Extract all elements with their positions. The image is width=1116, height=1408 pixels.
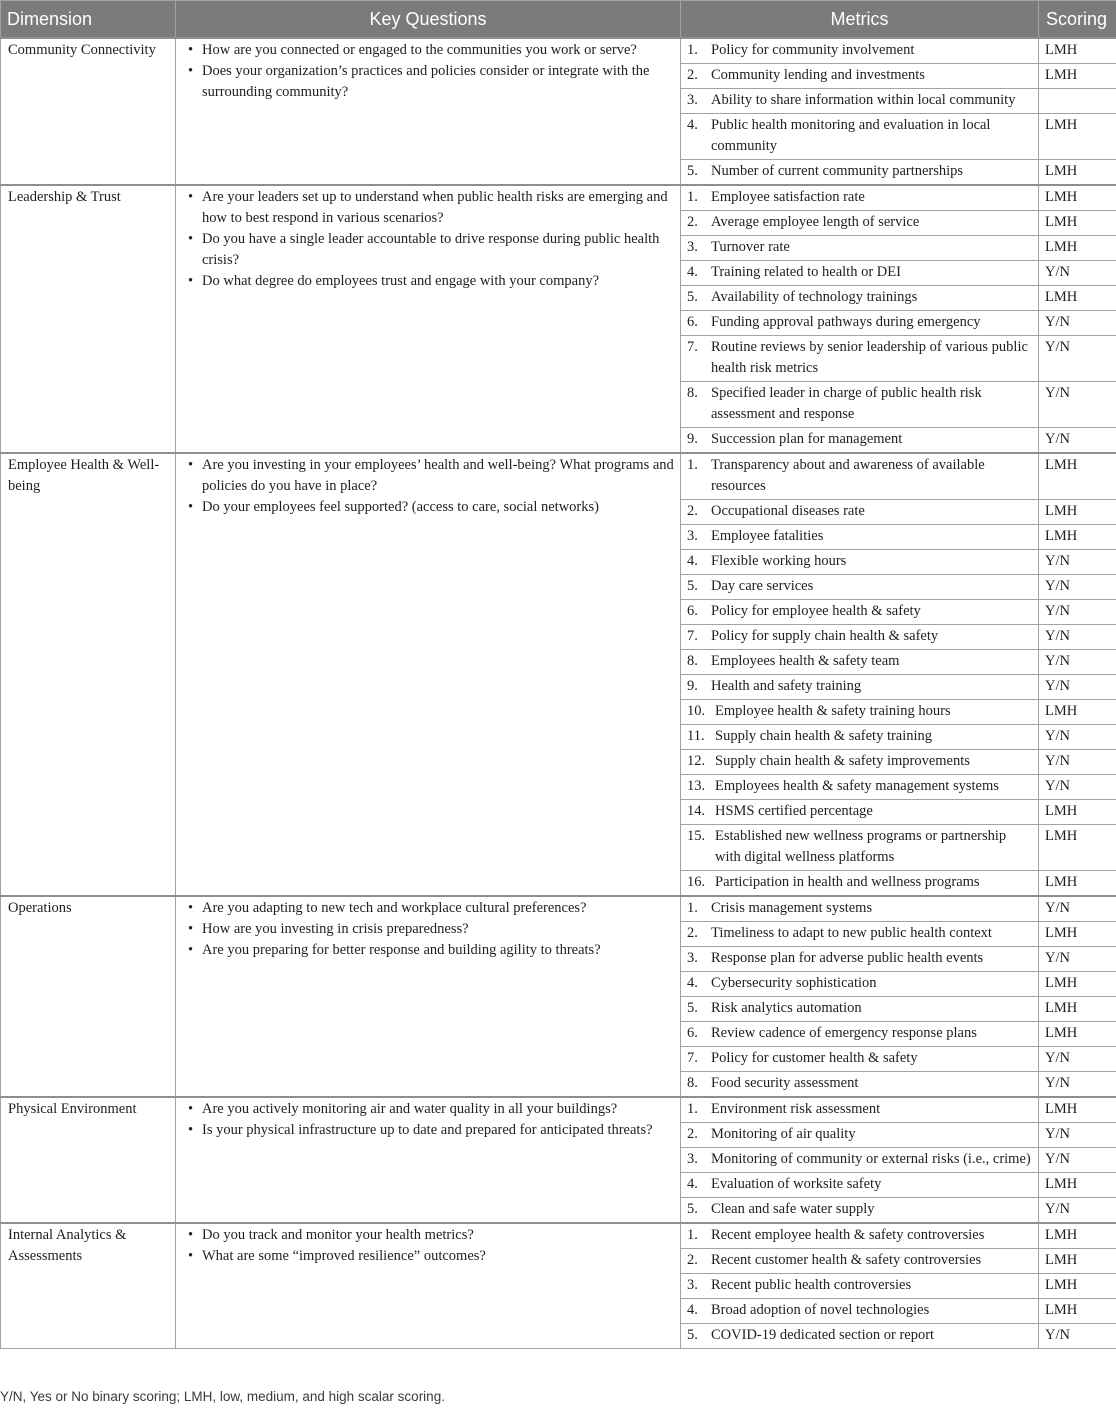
question-text: Does your organization’s practices and policies consider or integrate with the surrounding community? bbox=[202, 63, 650, 100]
metric-text: Succession plan for management bbox=[711, 431, 903, 447]
header-scoring: Scoring bbox=[1039, 1, 1116, 39]
scoring-cell: Y/N bbox=[1039, 1123, 1116, 1148]
metric-text: Review cadence of emergency response plans bbox=[711, 1025, 977, 1041]
question-item bbox=[182, 40, 674, 61]
metric-cell bbox=[681, 1072, 1039, 1098]
bullet-icon: • bbox=[188, 457, 194, 473]
scoring-cell: LMH bbox=[1039, 871, 1116, 897]
metric-text: Day care services bbox=[711, 578, 814, 594]
metric-text: Monitoring of air quality bbox=[711, 1126, 856, 1142]
metric-text: Specified leader in charge of public health risk assessment and response bbox=[711, 385, 982, 422]
metric-text: Environment risk assessment bbox=[711, 1101, 881, 1117]
table-row bbox=[1, 38, 1116, 64]
metric-text: Employee health & safety training hours bbox=[715, 703, 951, 719]
metric-cell bbox=[681, 1022, 1039, 1047]
metric-cell bbox=[681, 261, 1039, 286]
metric-number: 7. bbox=[687, 1050, 698, 1066]
metric-text: COVID-19 dedicated section or report bbox=[711, 1327, 935, 1343]
metric-number: 13. bbox=[687, 778, 706, 794]
metric-cell bbox=[681, 800, 1039, 825]
scoring-cell: LMH bbox=[1039, 185, 1116, 211]
scoring-cell: Y/N bbox=[1039, 1198, 1116, 1224]
question-item bbox=[182, 1225, 674, 1246]
metric-cell bbox=[681, 311, 1039, 336]
scoring-cell: LMH bbox=[1039, 525, 1116, 550]
scoring-cell: LMH bbox=[1039, 997, 1116, 1022]
metric-cell bbox=[681, 922, 1039, 947]
metric-number: 4. bbox=[687, 1302, 698, 1318]
metric-cell bbox=[681, 1198, 1039, 1224]
metric-cell bbox=[681, 1223, 1039, 1249]
metric-cell bbox=[681, 1324, 1039, 1349]
metric-number: 3. bbox=[687, 528, 698, 544]
scoring-cell: LMH bbox=[1039, 700, 1116, 725]
question-item bbox=[182, 61, 674, 103]
metric-text: Availability of technology trainings bbox=[711, 289, 918, 305]
metric-number: 15. bbox=[687, 828, 706, 844]
question-item bbox=[182, 187, 674, 229]
metric-text: Public health monitoring and evaluation in local community bbox=[711, 117, 991, 154]
metric-number: 12. bbox=[687, 753, 706, 769]
metric-text: Employee fatalities bbox=[711, 528, 824, 544]
metric-number: 5. bbox=[687, 1000, 698, 1016]
question-item bbox=[182, 1099, 674, 1120]
table-row bbox=[1, 185, 1116, 211]
metric-text: Average employee length of service bbox=[711, 214, 920, 230]
scoring-cell: Y/N bbox=[1039, 675, 1116, 700]
scoring-cell: LMH bbox=[1039, 1299, 1116, 1324]
metric-cell bbox=[681, 185, 1039, 211]
metric-cell bbox=[681, 896, 1039, 922]
metric-cell bbox=[681, 286, 1039, 311]
scoring-cell: Y/N bbox=[1039, 775, 1116, 800]
metric-text: Recent public health controversies bbox=[711, 1277, 912, 1293]
metric-number: 6. bbox=[687, 603, 698, 619]
table-body bbox=[1, 38, 1116, 1349]
dimension-cell: Employee Health & Well-being bbox=[1, 453, 176, 896]
metric-cell bbox=[681, 500, 1039, 525]
metric-cell bbox=[681, 64, 1039, 89]
scoring-cell: LMH bbox=[1039, 800, 1116, 825]
question-text: Are you preparing for better response and building agility to threats? bbox=[202, 942, 601, 958]
question-item bbox=[182, 455, 674, 497]
question-text: Are you adapting to new tech and workplace cultural preferences? bbox=[202, 900, 587, 916]
bullet-icon: • bbox=[188, 942, 194, 958]
metric-cell bbox=[681, 160, 1039, 186]
bullet-icon: • bbox=[188, 1122, 194, 1138]
metric-cell bbox=[681, 625, 1039, 650]
table-row bbox=[1, 1097, 1116, 1123]
dimension-cell: Operations bbox=[1, 896, 176, 1097]
metric-cell bbox=[681, 972, 1039, 997]
scoring-cell: LMH bbox=[1039, 922, 1116, 947]
bullet-icon: • bbox=[188, 273, 194, 289]
metric-text: Policy for customer health & safety bbox=[711, 1050, 918, 1066]
metric-text: Employee satisfaction rate bbox=[711, 189, 865, 205]
metric-cell bbox=[681, 1123, 1039, 1148]
metric-text: Crisis management systems bbox=[711, 900, 873, 916]
header-row bbox=[1, 1, 1116, 39]
metric-text: Transparency about and awareness of available resources bbox=[711, 457, 985, 494]
question-text: Do you track and monitor your health metrics? bbox=[202, 1227, 474, 1243]
scoring-cell: Y/N bbox=[1039, 650, 1116, 675]
metric-text: Employees health & safety team bbox=[711, 653, 900, 669]
scoring-cell: Y/N bbox=[1039, 600, 1116, 625]
bullet-icon: • bbox=[188, 900, 194, 916]
metric-number: 16. bbox=[687, 874, 706, 890]
question-text: Do you have a single leader accountable to drive response during public health crisis? bbox=[202, 231, 660, 268]
metric-text: Risk analytics automation bbox=[711, 1000, 862, 1016]
metric-number: 1. bbox=[687, 900, 698, 916]
metric-cell bbox=[681, 825, 1039, 871]
scoring-cell: Y/N bbox=[1039, 311, 1116, 336]
scoring-cell: Y/N bbox=[1039, 550, 1116, 575]
scoring-cell: Y/N bbox=[1039, 947, 1116, 972]
question-text: Do your employees feel supported? (access to care, social networks) bbox=[202, 499, 599, 515]
question-item bbox=[182, 898, 674, 919]
scoring-cell: LMH bbox=[1039, 64, 1116, 89]
bullet-icon: • bbox=[188, 1227, 194, 1243]
metric-cell bbox=[681, 650, 1039, 675]
question-text: Are your leaders set up to understand when public health risks are emerging and how to best respond in various scenarios? bbox=[202, 189, 668, 226]
metric-cell bbox=[681, 453, 1039, 500]
dimension-cell: Physical Environment bbox=[1, 1097, 176, 1223]
question-list bbox=[182, 187, 674, 292]
metric-number: 1. bbox=[687, 457, 698, 473]
metric-text: Health and safety training bbox=[711, 678, 862, 694]
metric-number: 4. bbox=[687, 117, 698, 133]
metric-cell bbox=[681, 700, 1039, 725]
question-text: Do what degree do employees trust and engage with your company? bbox=[202, 273, 600, 289]
metric-number: 11. bbox=[687, 728, 705, 744]
metric-number: 1. bbox=[687, 1227, 698, 1243]
question-item bbox=[182, 919, 674, 940]
key-questions-cell bbox=[176, 1097, 681, 1223]
metric-text: Broad adoption of novel technologies bbox=[711, 1302, 930, 1318]
question-list bbox=[182, 455, 674, 518]
question-list bbox=[182, 40, 674, 103]
metric-text: Turnover rate bbox=[711, 239, 790, 255]
metric-cell bbox=[681, 236, 1039, 261]
metric-number: 5. bbox=[687, 578, 698, 594]
bullet-icon: • bbox=[188, 499, 194, 515]
key-questions-cell bbox=[176, 1223, 681, 1349]
bullet-icon: • bbox=[188, 231, 194, 247]
scoring-cell: Y/N bbox=[1039, 750, 1116, 775]
scoring-cell: Y/N bbox=[1039, 1148, 1116, 1173]
scoring-cell: LMH bbox=[1039, 825, 1116, 871]
metric-number: 2. bbox=[687, 214, 698, 230]
metric-number: 2. bbox=[687, 925, 698, 941]
metric-text: Policy for employee health & safety bbox=[711, 603, 921, 619]
metric-number: 4. bbox=[687, 264, 698, 280]
metric-cell bbox=[681, 114, 1039, 160]
metric-text: Training related to health or DEI bbox=[711, 264, 901, 280]
metric-cell bbox=[681, 211, 1039, 236]
scoring-cell: LMH bbox=[1039, 500, 1116, 525]
question-item bbox=[182, 1120, 674, 1141]
metric-cell bbox=[681, 675, 1039, 700]
bullet-icon: • bbox=[188, 1101, 194, 1117]
metric-number: 2. bbox=[687, 1252, 698, 1268]
metric-number: 2. bbox=[687, 503, 698, 519]
metric-cell bbox=[681, 428, 1039, 454]
metric-text: Flexible working hours bbox=[711, 553, 847, 569]
metric-number: 1. bbox=[687, 42, 698, 58]
metric-text: Funding approval pathways during emergency bbox=[711, 314, 981, 330]
metric-text: Recent employee health & safety controversies bbox=[711, 1227, 985, 1243]
metric-text: Established new wellness programs or partnership with digital wellness platforms bbox=[715, 828, 1007, 865]
metric-cell bbox=[681, 947, 1039, 972]
metric-text: Recent customer health & safety controversies bbox=[711, 1252, 982, 1268]
metric-number: 4. bbox=[687, 1176, 698, 1192]
metric-cell bbox=[681, 38, 1039, 64]
metric-text: HSMS certified percentage bbox=[715, 803, 873, 819]
metric-text: Participation in health and wellness programs bbox=[715, 874, 980, 890]
bullet-icon: • bbox=[188, 63, 194, 79]
scoring-cell: LMH bbox=[1039, 972, 1116, 997]
metric-text: Supply chain health & safety improvements bbox=[715, 753, 970, 769]
metric-cell bbox=[681, 1148, 1039, 1173]
metric-number: 9. bbox=[687, 431, 698, 447]
metric-text: Number of current community partnerships bbox=[711, 163, 964, 179]
scoring-cell: Y/N bbox=[1039, 428, 1116, 454]
metric-text: Food security assessment bbox=[711, 1075, 859, 1091]
question-text: Are you investing in your employees’ health and well-being? What programs and policies do you have in place? bbox=[202, 457, 674, 494]
key-questions-cell bbox=[176, 185, 681, 453]
metric-text: Response plan for adverse public health events bbox=[711, 950, 984, 966]
scoring-cell: LMH bbox=[1039, 1249, 1116, 1274]
scoring-cell: Y/N bbox=[1039, 725, 1116, 750]
scoring-cell: LMH bbox=[1039, 1022, 1116, 1047]
metric-number: 8. bbox=[687, 385, 698, 401]
metric-number: 3. bbox=[687, 239, 698, 255]
metric-cell bbox=[681, 1249, 1039, 1274]
metric-text: Monitoring of community or external risks (i.e., crime) bbox=[711, 1151, 1031, 1167]
scoring-cell: Y/N bbox=[1039, 1047, 1116, 1072]
metric-number: 2. bbox=[687, 1126, 698, 1142]
metric-cell bbox=[681, 1299, 1039, 1324]
scoring-cell: LMH bbox=[1039, 1274, 1116, 1299]
metric-number: 7. bbox=[687, 339, 698, 355]
metric-cell bbox=[681, 1173, 1039, 1198]
key-questions-cell bbox=[176, 38, 681, 185]
metric-number: 1. bbox=[687, 189, 698, 205]
metric-text: Policy for community involvement bbox=[711, 42, 915, 58]
scoring-cell: Y/N bbox=[1039, 382, 1116, 428]
dimension-cell: Internal Analytics & Assessments bbox=[1, 1223, 176, 1349]
metric-number: 5. bbox=[687, 289, 698, 305]
metric-cell bbox=[681, 382, 1039, 428]
scoring-cell: LMH bbox=[1039, 38, 1116, 64]
metric-number: 6. bbox=[687, 314, 698, 330]
metric-number: 7. bbox=[687, 628, 698, 644]
metric-number: 5. bbox=[687, 1327, 698, 1343]
metric-cell bbox=[681, 525, 1039, 550]
metric-number: 3. bbox=[687, 1151, 698, 1167]
metric-cell bbox=[681, 550, 1039, 575]
scoring-cell: LMH bbox=[1039, 160, 1116, 186]
table-row bbox=[1, 896, 1116, 922]
scoring-cell: Y/N bbox=[1039, 575, 1116, 600]
metric-cell bbox=[681, 750, 1039, 775]
metric-text: Routine reviews by senior leadership of various public health risk metrics bbox=[711, 339, 1028, 376]
metric-cell bbox=[681, 871, 1039, 897]
metric-cell bbox=[681, 575, 1039, 600]
metric-number: 3. bbox=[687, 1277, 698, 1293]
metric-cell bbox=[681, 1097, 1039, 1123]
metric-number: 2. bbox=[687, 67, 698, 83]
question-item bbox=[182, 271, 674, 292]
metric-text: Ability to share information within local community bbox=[711, 92, 1016, 108]
metric-text: Employees health & safety management systems bbox=[715, 778, 999, 794]
question-list bbox=[182, 1099, 674, 1141]
question-item bbox=[182, 940, 674, 961]
metric-number: 4. bbox=[687, 553, 698, 569]
metric-number: 8. bbox=[687, 1075, 698, 1091]
metric-number: 1. bbox=[687, 1101, 698, 1117]
scoring-cell: LMH bbox=[1039, 1173, 1116, 1198]
bullet-icon: • bbox=[188, 42, 194, 58]
scoring-cell: Y/N bbox=[1039, 336, 1116, 382]
metric-number: 9. bbox=[687, 678, 698, 694]
question-text: Is your physical infrastructure up to date and prepared for anticipated threats? bbox=[202, 1122, 653, 1138]
question-text: How are you investing in crisis preparedness? bbox=[202, 921, 469, 937]
scoring-cell: Y/N bbox=[1039, 625, 1116, 650]
metric-cell bbox=[681, 336, 1039, 382]
metric-cell bbox=[681, 997, 1039, 1022]
metric-number: 3. bbox=[687, 950, 698, 966]
header-dimension: Dimension bbox=[1, 1, 176, 39]
question-item bbox=[182, 1246, 674, 1267]
question-list bbox=[182, 1225, 674, 1267]
metric-cell bbox=[681, 600, 1039, 625]
metric-text: Supply chain health & safety training bbox=[715, 728, 933, 744]
metric-number: 5. bbox=[687, 163, 698, 179]
key-questions-cell bbox=[176, 896, 681, 1097]
metric-number: 6. bbox=[687, 1025, 698, 1041]
dimension-cell: Community Connectivity bbox=[1, 38, 176, 185]
table-row bbox=[1, 1223, 1116, 1249]
scoring-cell: Y/N bbox=[1039, 896, 1116, 922]
bullet-icon: • bbox=[188, 189, 194, 205]
scoring-cell: LMH bbox=[1039, 286, 1116, 311]
metric-cell bbox=[681, 1047, 1039, 1072]
metric-number: 8. bbox=[687, 653, 698, 669]
scoring-cell bbox=[1039, 89, 1116, 114]
scoring-cell: Y/N bbox=[1039, 1072, 1116, 1098]
metric-text: Timeliness to adapt to new public health context bbox=[711, 925, 992, 941]
header-metrics: Metrics bbox=[681, 1, 1039, 39]
table-footnote: Y/N, Yes or No binary scoring; LMH, low, medium, and high scalar scoring. bbox=[0, 1389, 445, 1404]
scoring-cell: LMH bbox=[1039, 114, 1116, 160]
scoring-cell: LMH bbox=[1039, 236, 1116, 261]
scoring-cell: LMH bbox=[1039, 453, 1116, 500]
metric-number: 10. bbox=[687, 703, 706, 719]
metric-number: 5. bbox=[687, 1201, 698, 1217]
scoring-cell: LMH bbox=[1039, 1223, 1116, 1249]
metric-number: 3. bbox=[687, 92, 698, 108]
scoring-cell: Y/N bbox=[1039, 1324, 1116, 1349]
key-questions-cell bbox=[176, 453, 681, 896]
metric-cell bbox=[681, 725, 1039, 750]
metric-cell bbox=[681, 89, 1039, 114]
metric-cell bbox=[681, 1274, 1039, 1299]
scoring-cell: LMH bbox=[1039, 1097, 1116, 1123]
bullet-icon: • bbox=[188, 921, 194, 937]
question-text: Are you actively monitoring air and water quality in all your buildings? bbox=[202, 1101, 618, 1117]
question-item bbox=[182, 229, 674, 271]
metric-number: 4. bbox=[687, 975, 698, 991]
metric-text: Policy for supply chain health & safety bbox=[711, 628, 939, 644]
question-text: What are some “improved resilience” outcomes? bbox=[202, 1248, 486, 1264]
question-text: How are you connected or engaged to the communities you work or serve? bbox=[202, 42, 637, 58]
metric-number: 14. bbox=[687, 803, 706, 819]
metric-text: Community lending and investments bbox=[711, 67, 925, 83]
metric-text: Cybersecurity sophistication bbox=[711, 975, 877, 991]
question-list bbox=[182, 898, 674, 961]
metric-text: Occupational diseases rate bbox=[711, 503, 865, 519]
metric-text: Clean and safe water supply bbox=[711, 1201, 875, 1217]
dimension-cell: Leadership & Trust bbox=[1, 185, 176, 453]
scoring-cell: Y/N bbox=[1039, 261, 1116, 286]
table-header bbox=[1, 1, 1116, 39]
metric-cell bbox=[681, 775, 1039, 800]
header-key-questions: Key Questions bbox=[176, 1, 681, 39]
metric-text: Evaluation of worksite safety bbox=[711, 1176, 882, 1192]
table-row bbox=[1, 453, 1116, 500]
question-item bbox=[182, 497, 674, 518]
scoring-cell: LMH bbox=[1039, 211, 1116, 236]
bullet-icon: • bbox=[188, 1248, 194, 1264]
